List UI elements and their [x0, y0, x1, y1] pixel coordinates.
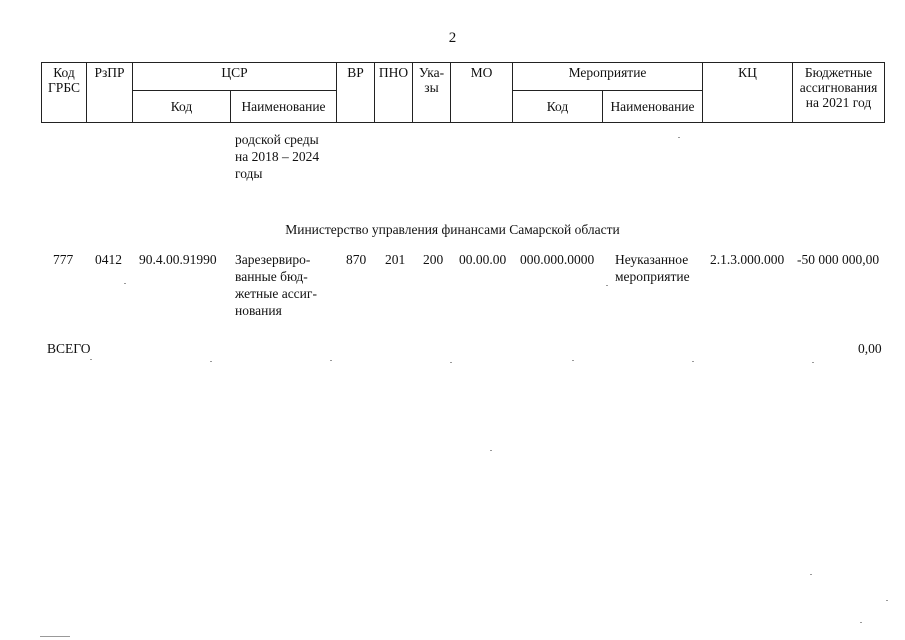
cell-vr: 870 — [346, 252, 367, 267]
col-kc: КЦ — [703, 63, 793, 123]
col-mer-kod: Код — [513, 91, 603, 123]
total-value: 0,00 — [858, 341, 882, 356]
cell-kc: 2.1.3.000.000 — [710, 252, 785, 267]
col-budget: Бюджетные ассигнования на 2021 год — [793, 63, 885, 123]
col-ukazy: Ука-зы — [413, 63, 451, 123]
header-table — [41, 62, 885, 123]
total-label: ВСЕГО — [47, 341, 91, 356]
cell-mer-kod: 000.000.0000 — [520, 252, 595, 267]
cell-rzpr: 0412 — [95, 252, 122, 267]
page-number: 2 — [448, 30, 457, 46]
cell-mer-name: Неуказанное мероприятие — [615, 252, 690, 284]
continuation-text: родской среды на 2018 – 2024 годы — [235, 132, 320, 181]
cell-csr-kod: 90.4.00.91990 — [139, 252, 217, 267]
section-title: Министерство управления финансами Самарской области — [285, 222, 620, 237]
cell-grbs: 777 — [53, 252, 74, 267]
col-vr: ВР — [337, 63, 375, 123]
cell-amount: -50 000 000,00 — [797, 252, 880, 267]
col-kod-grbs: Код ГРБС — [42, 63, 87, 123]
col-rzpr: РзПР — [87, 63, 133, 123]
cell-mo: 00.00.00 — [459, 252, 507, 267]
col-mer-name: Наименование — [603, 91, 703, 123]
col-csr-kod: Код — [133, 91, 231, 123]
col-csr: ЦСР — [133, 63, 337, 91]
col-mo: МО — [451, 63, 513, 123]
cell-ukazy: 200 — [423, 252, 444, 267]
cell-csr-name: Зарезервиро-ванные бюд-жетные ассиг-нования — [235, 252, 317, 318]
col-meropriyatie: Мероприятие — [513, 63, 703, 91]
col-csr-name: Наименование — [231, 91, 337, 123]
col-pno: ПНО — [375, 63, 413, 123]
cell-pno: 201 — [385, 252, 406, 267]
